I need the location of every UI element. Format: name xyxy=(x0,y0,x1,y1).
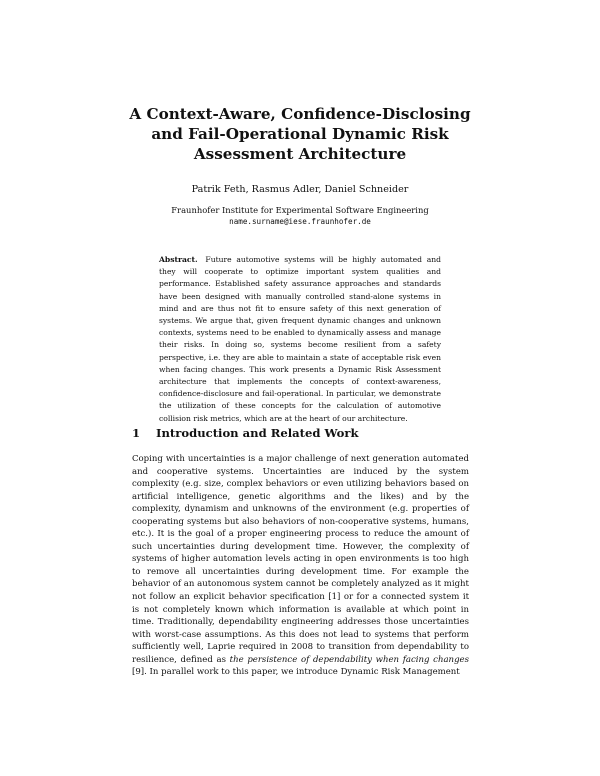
author-list: Patrik Feth, Rasmus Adler, Daniel Schneider xyxy=(191,184,409,195)
abstract-label: Abstract. xyxy=(159,255,198,264)
affiliation: Fraunhofer Institute for Experimental Software Engineering xyxy=(171,205,429,215)
paper-title: A Context-Aware, Confidence-Disclosing and Fail-Operational Dynamic Risk Assessment Architecture xyxy=(129,105,471,163)
abstract xyxy=(159,254,441,425)
section-title: Introduction and Related Work xyxy=(156,426,359,440)
body-text-part-1: Coping with uncertainties is a major challenge of next generation automated and cooperative systems. Uncertainties are induced by the system complexity (e.g. size, complex behaviors or even utilizing behaviors based on artificial intelligence, genetic algorithms and the likes) and by the complexity, dynamism and unknowns of the environment (e.g. properties of cooperating systems but also behaviors of non-cooperative systems, humans, etc.). It is the goal of a proper engineering process to reduce the amount of such uncertainties during development time. However, the complexity of systems of higher automation levels acting in open environments is too high to remove all uncertainties during development time. For example the behavior of an autonomous system cannot be completely analyzed as it might not follow an explicit behavior specification [1] or for a connected system it is not completely known which information is available at which point in time. Traditionally, dependability engineering addresses those uncertainties with worst-case assumptions. As this does not lead to systems that perform sufficiently well, Laprie required in 2008 to transition from dependability to resilience, defined as xyxy=(132,454,469,665)
body-emphasis: the persistence of dependability when facing changes xyxy=(229,654,469,665)
abstract-text: Future automotive systems will be highly automated and they will cooperate to optimize important system qualities and performance. Established safety assurance approaches and standards have been designed with manually controlled stand-alone systems in mind and are thus not fit to ensure safety of this next generation of systems. We argue that, given frequent dynamic changes and unknown contexts, systems need to be enabled to dynamically assess and manage their risks. In doing so, systems become resilient from a safety perspective, i.e. they are able to maintain a state of acceptable risk even when facing changes. This work presents a Dynamic Risk Assessment architecture that implements the concepts of context-awareness, confidence-disclosure and fail-operational. In particular, we demonstrate the utilization of these concepts for the calculation of automotive collision risk metrics, which are at the heart of our architecture. xyxy=(159,255,441,423)
section-heading xyxy=(132,425,492,441)
author-email: name.surname@iese.fraunhofer.de xyxy=(229,217,371,226)
body-paragraph xyxy=(132,453,469,679)
section-number: 1 xyxy=(132,426,141,440)
body-text-part-2: [9]. In parallel work to this paper, we introduce Dynamic Risk Management xyxy=(132,667,460,678)
